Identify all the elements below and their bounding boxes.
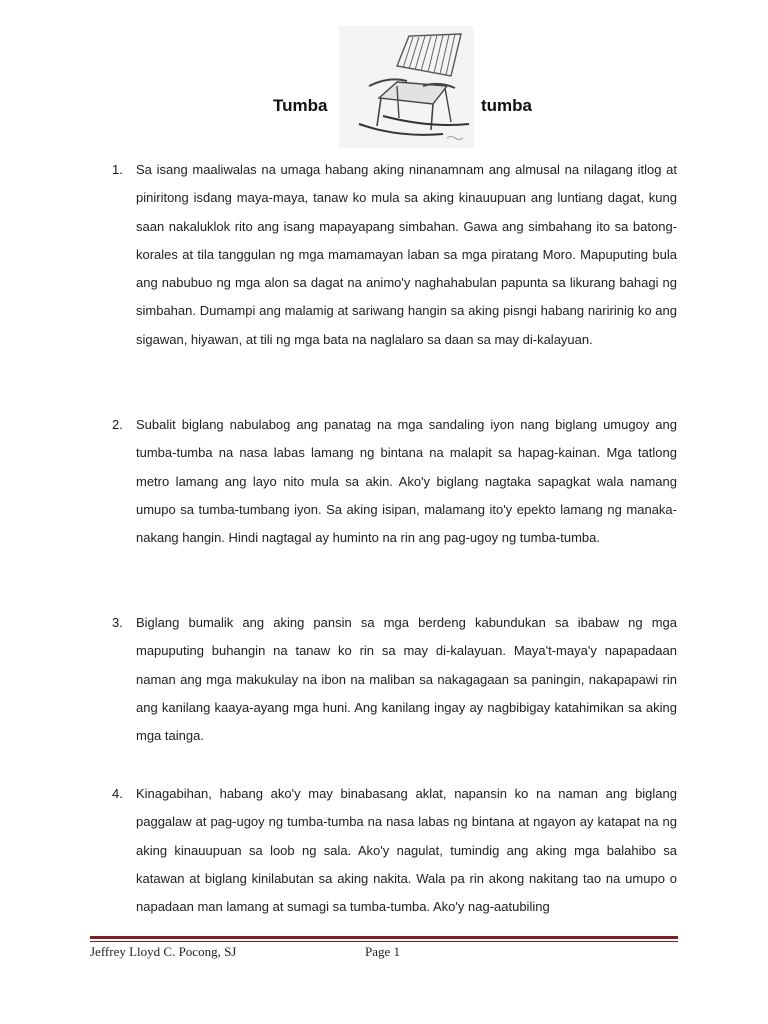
title-left-word: Tumba: [273, 96, 328, 115]
list-item-number: 1.: [112, 162, 123, 177]
list-item-number: 2.: [112, 417, 123, 432]
footer-divider-thick: [90, 936, 678, 939]
list-item-text: Sa isang maaliwalas na umaga habang aking ninanamnam ang almusal na nilagang itlog at piniritong isdang maya-maya, tanaw ko mula sa aking kinauupuan ang luntiang dagat, kung saan nakaluklok rito ang isang mapayapang simbahan. Gawa ang simbahang ito sa batong-korales at tila tanggulan ng mga mamamayan laban sa mga piratang Moro. Mapuputing bula ang nabubuo ng mga alon sa dagat na animo'y naghahabulan papunta sa likurang bahagi ng simbahan. Dumampi ang malamig at sariwang hangin sa aking pisngi habang naririnig ko ang sigawan, hiyawan, at tili ng mga bata na naglalaro sa daan sa may di-kalayuan.: [136, 162, 677, 347]
title-right-word: tumba: [481, 96, 532, 115]
list-item-number: 3.: [112, 615, 123, 630]
list-item-text: Biglang bumalik ang aking pansin sa mga berdeng kabundukan sa ibabaw ng mga mapuputing buhangin na tanaw ko rin sa may di-kalayuan. Maya't-maya'y napapadaan naman ang mga makukulay na ibon na maliban sa nakagagaan sa paningin, nakapapawi rin ang kanilang kaaya-ayang mga huni. Ang kanilang ingay ay nagbibigay katahimikan sa aking mga tainga.: [136, 615, 677, 744]
list-item-text: Kinagabihan, habang ako'y may binabasang aklat, napansin ko na naman ang biglang paggalaw at pag-ugoy ng tumba-tumba na nasa labas ng bintana at ngayon ay katapat na ng aking kinauupuan sa loob ng sala. Ako'y nagulat, tumindig ang aking mga balahibo sa katawan at biglang kinilabutan sa aking nakita. Wala pa rin akong nakitang tao na umupo o napadaan man lamang at sumagi sa tumba-tumba. Ako'y nag-aatubiling: [136, 786, 677, 915]
list-item-number: 4.: [112, 786, 123, 801]
rocking-chair-image: [339, 26, 474, 148]
footer-page-number: Page 1: [365, 944, 401, 959]
footer-divider-thin: [90, 941, 678, 942]
footer-author: Jeffrey Lloyd C. Pocong, SJ: [90, 944, 237, 959]
list-item-text: Subalit biglang nabulabog ang panatag na mga sandaling iyon nang biglang umugoy ang tumba-tumba na nasa labas lamang ng bintana na malapit sa hapag-kainan. Mga tatlong metro lamang ang layo nito mula sa akin. Ako'y biglang nagtaka sapagkat wala namang umupo sa tumba-tumbang iyon. Sa aking isipan, malamang ito'y epekto lamang ng manaka-nakang hangin. Hindi nagtagal ay huminto na rin ang pag-ugoy ng tumba-tumba.: [136, 417, 677, 546]
